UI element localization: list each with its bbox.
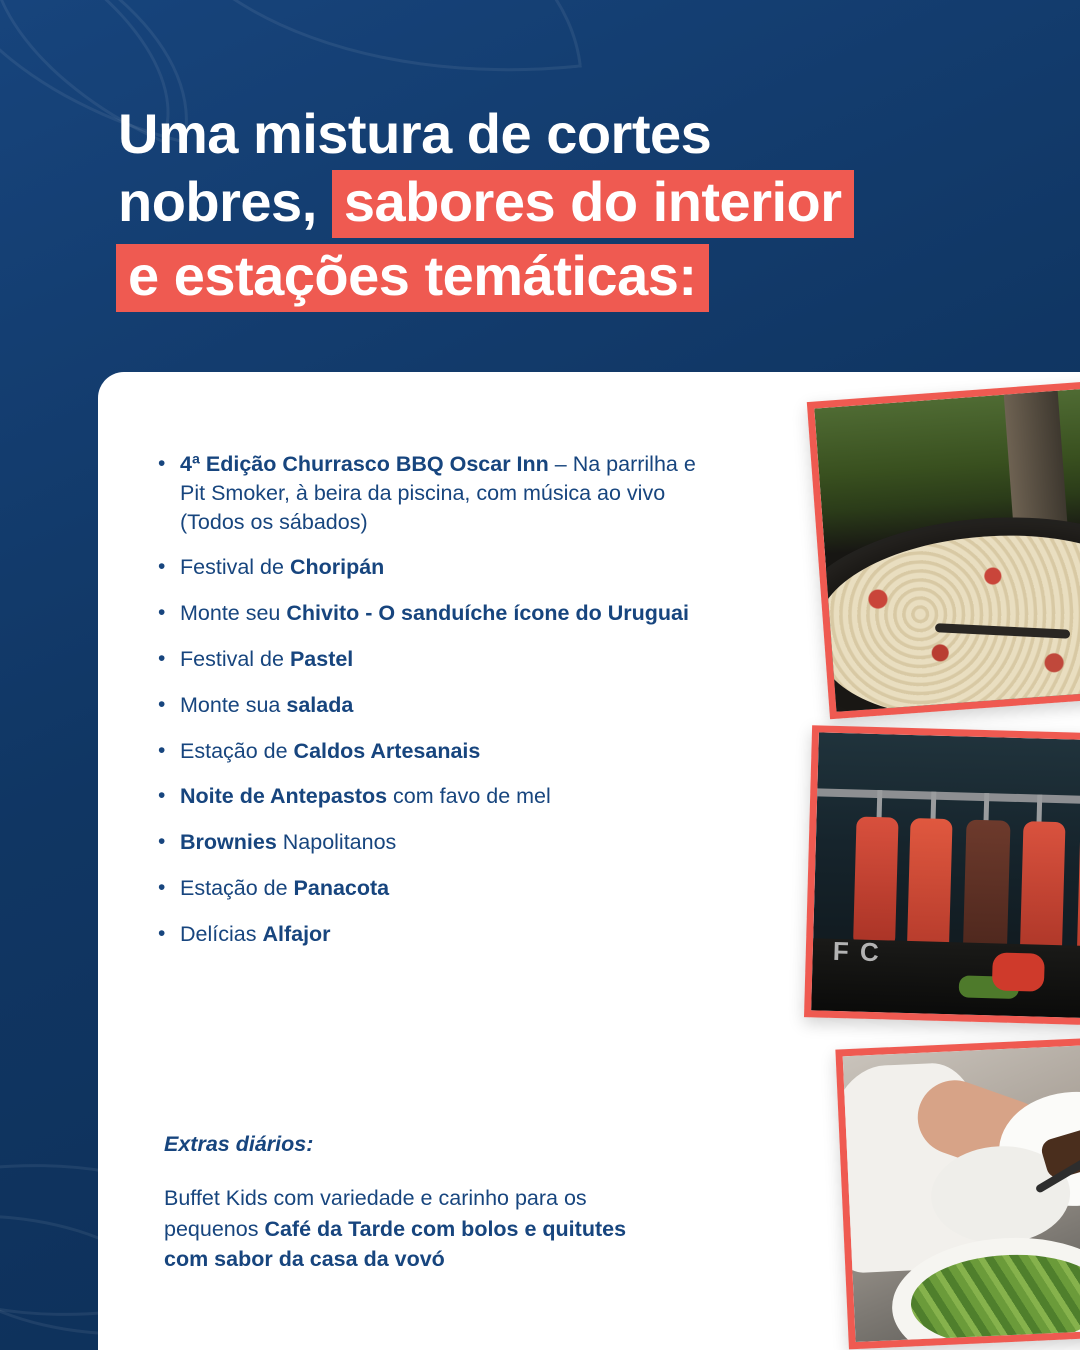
photo-buffet-serving <box>835 1035 1080 1350</box>
list-item-text <box>180 450 698 536</box>
bullet-icon: • <box>158 784 166 808</box>
bullet-icon: • <box>158 452 166 475</box>
bullet-icon: • <box>158 601 166 625</box>
headline-line-3-highlight: e estações temáticas: <box>116 244 709 312</box>
list-item-bold: salada <box>286 692 354 717</box>
bullet-icon: • <box>158 646 166 670</box>
bullet-icon: • <box>158 738 166 762</box>
list-item <box>158 599 698 628</box>
list-item-text <box>180 782 698 811</box>
bullet-icon: • <box>158 875 166 899</box>
list-item <box>158 645 698 674</box>
photo-collage <box>716 390 1076 1330</box>
leaf-outline-icon <box>138 0 582 111</box>
bullet-icon: • <box>158 830 166 854</box>
list-item-rest: – Na parrilha e Pit Smoker, à beira da piscina, com música ao vivo (Todos os sábados) <box>180 452 696 534</box>
headline <box>118 104 998 318</box>
list-item-lead: Monte sua <box>180 692 287 717</box>
photo-pan-of-beans <box>807 379 1080 720</box>
list-item <box>158 553 698 582</box>
list-item-text <box>180 828 698 857</box>
list-item-lead: Estação de <box>180 875 294 900</box>
list-item-text <box>180 645 698 674</box>
list-item-bold: Caldos Artesanais <box>293 738 481 763</box>
menu-list <box>158 450 698 966</box>
list-item-lead: Monte seu <box>180 601 287 626</box>
extras-body <box>164 1183 674 1275</box>
list-item-bold: Noite de Antepastos <box>180 784 388 809</box>
extras-section <box>164 1132 674 1275</box>
list-item-lead: Festival de <box>180 555 290 580</box>
list-item <box>158 737 698 766</box>
list-item-bold: Pastel <box>289 646 354 671</box>
list-item <box>158 920 698 949</box>
extras-body-plain: Buffet Kids com variedade e carinho para os pequenos <box>164 1186 587 1241</box>
list-item-bold: Brownies <box>180 830 277 855</box>
list-item-bold: Choripán <box>289 555 385 580</box>
list-item-text <box>180 691 698 720</box>
headline-line-2-highlight: sabores do interior <box>332 170 854 238</box>
list-item-lead: Estação de <box>180 738 294 763</box>
list-item-lead: Festival de <box>180 646 290 671</box>
list-item <box>158 782 698 811</box>
list-item-rest: com favo de mel <box>387 784 551 809</box>
photo-grill-hanging-meats: F C <box>804 725 1080 1027</box>
list-item <box>158 450 698 536</box>
headline-line-1: Uma mistura de cortes <box>118 102 712 165</box>
headline-line-2-plain: nobres, <box>118 169 317 233</box>
extras-body-bold: Café da Tarde com bolos e quitutes com sabor da casa da vovó <box>164 1216 627 1272</box>
headline-line-2 <box>118 170 998 238</box>
bullet-icon: • <box>158 921 166 945</box>
headline-line-3 <box>116 244 998 312</box>
list-item-lead: Delícias <box>180 921 263 946</box>
list-item-text <box>180 920 698 949</box>
list-item-text <box>180 553 698 582</box>
list-item-text <box>180 874 698 903</box>
list-item-rest: Napolitanos <box>276 830 397 855</box>
list-item <box>158 874 698 903</box>
list-item-text <box>180 599 698 628</box>
list-item-bold: Alfajor <box>262 921 331 946</box>
list-item <box>158 691 698 720</box>
extras-title: Extras diários: <box>164 1132 314 1156</box>
list-item-bold: Chivito - O sanduíche ícone do Uruguai <box>286 601 689 626</box>
bullet-icon: • <box>158 555 166 579</box>
list-item-text <box>180 737 698 766</box>
content-card <box>98 372 1080 1350</box>
list-item-bold: 4ª Edição Churrasco BBQ Oscar Inn <box>180 452 549 476</box>
list-item <box>158 828 698 857</box>
list-item-bold: Panacota <box>293 875 390 900</box>
bullet-icon: • <box>158 692 166 716</box>
